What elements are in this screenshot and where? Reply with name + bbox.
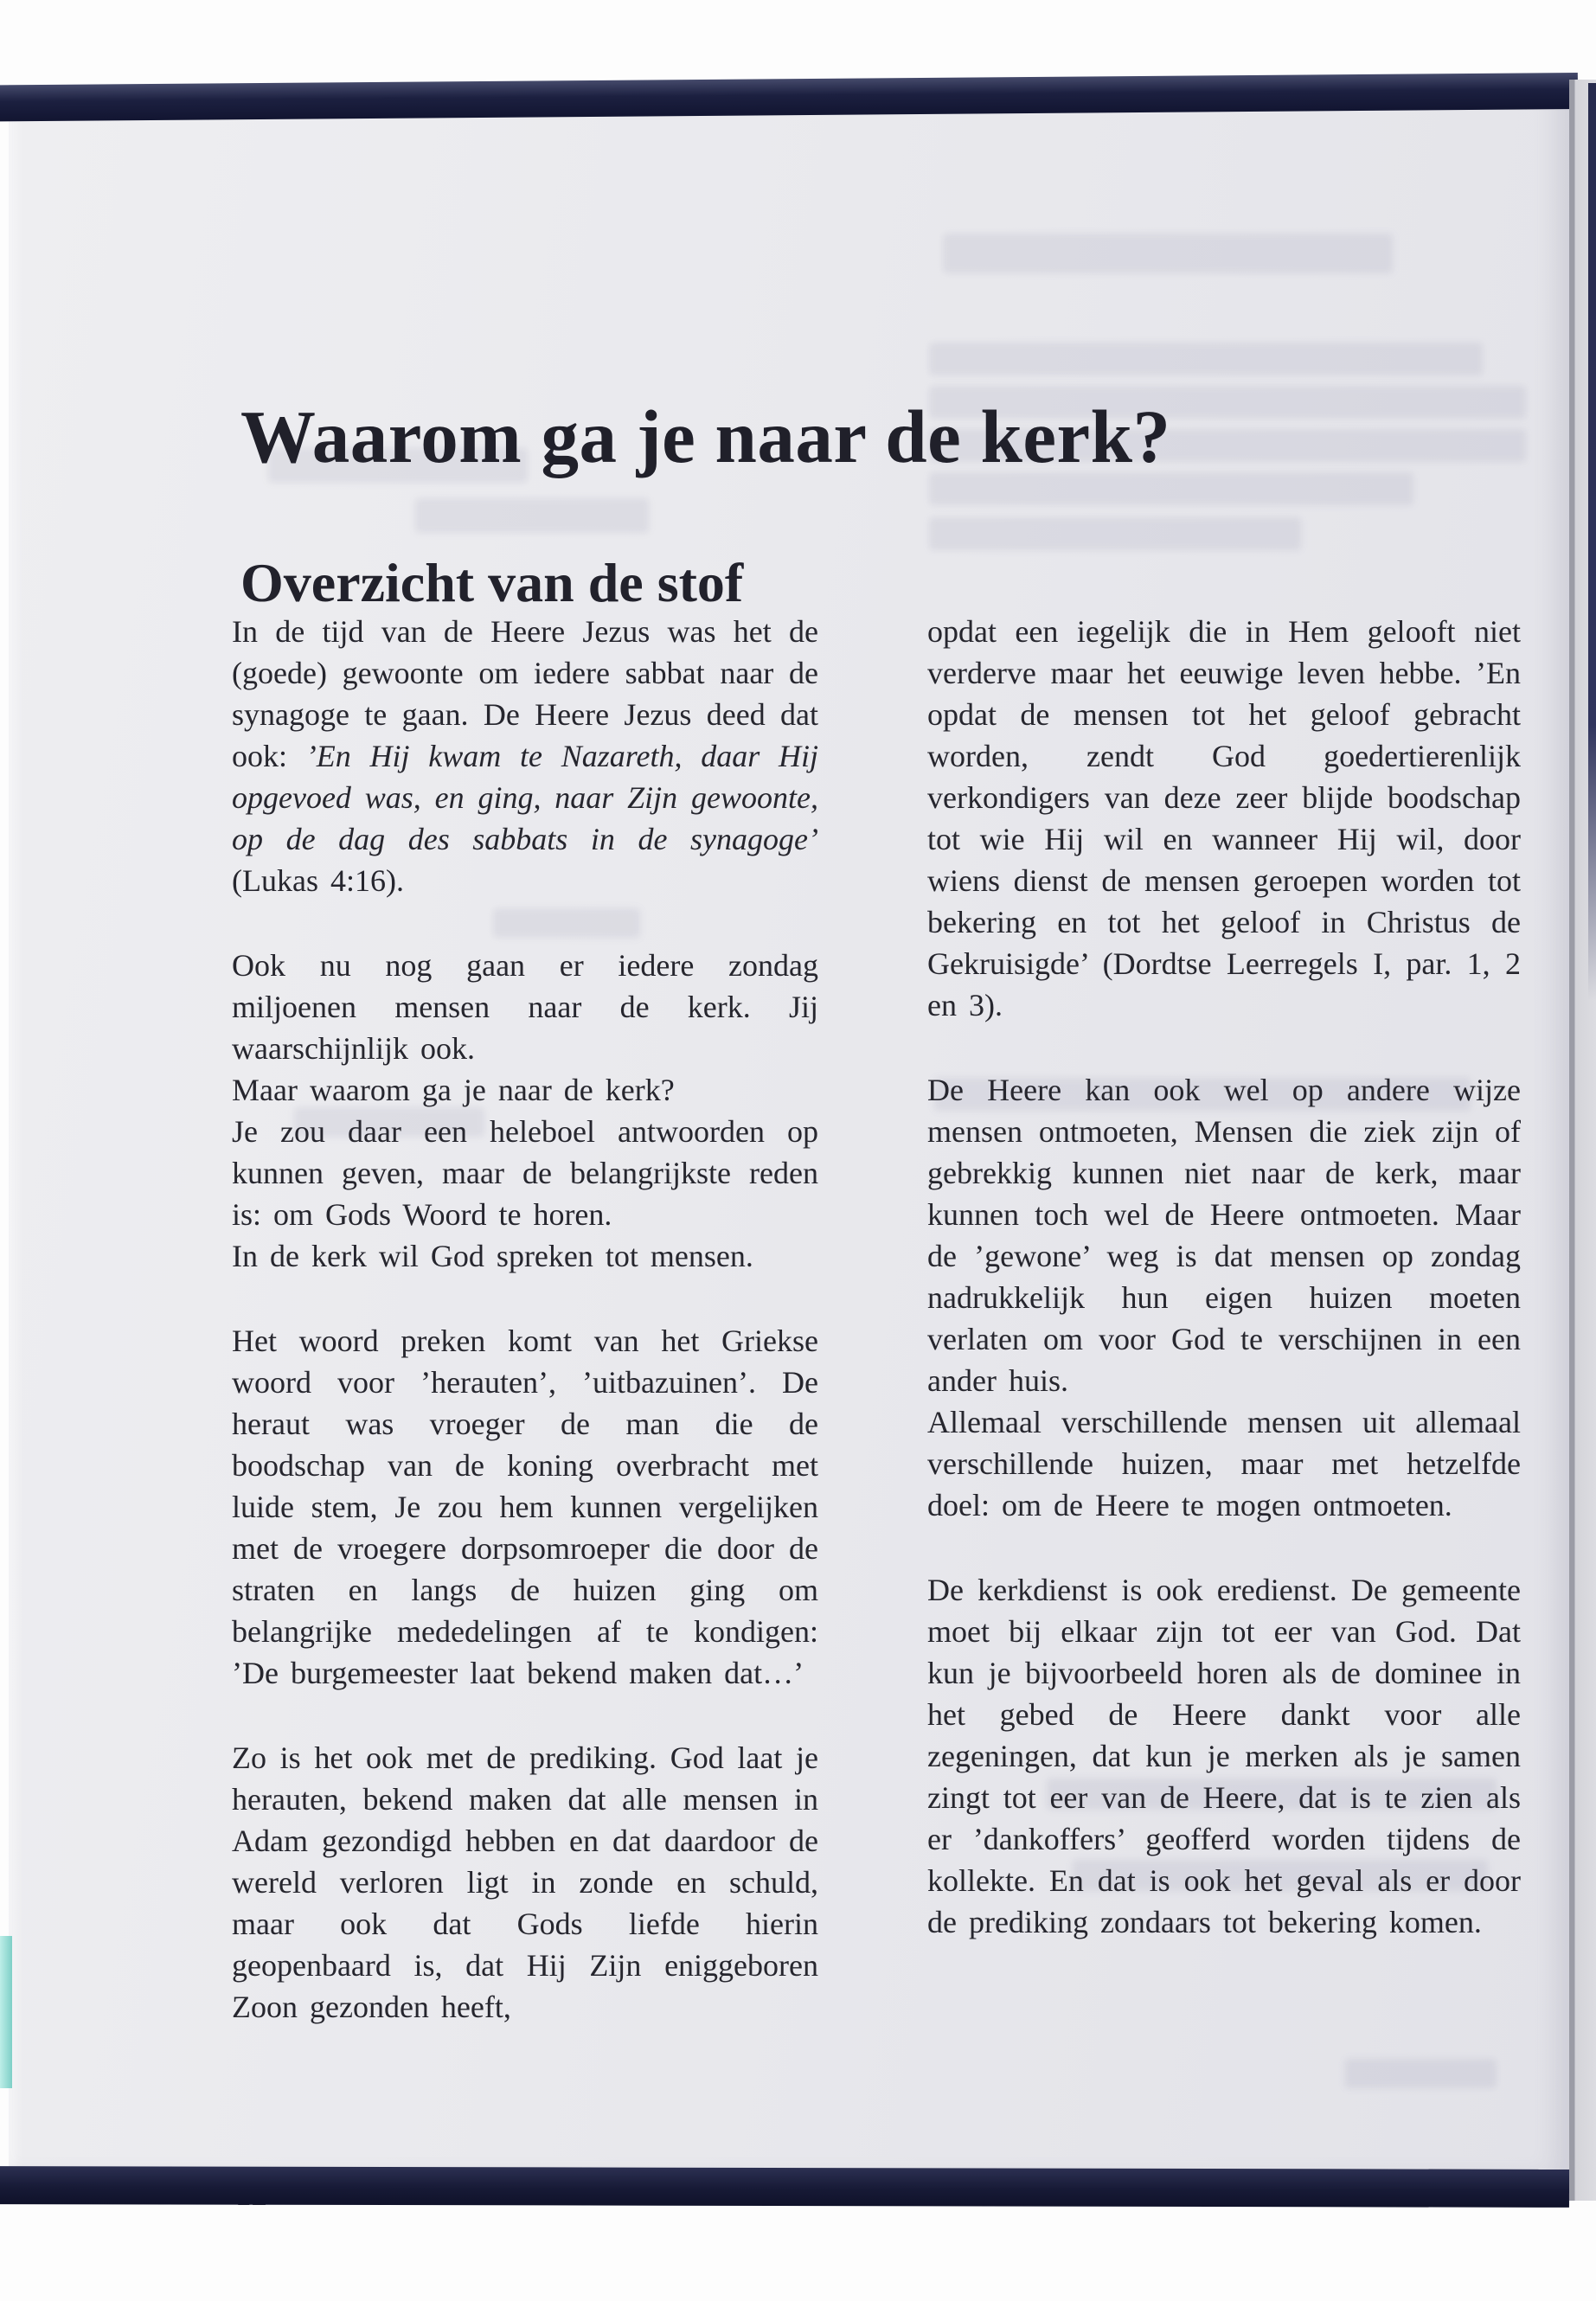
body-text: opdat een iegelijk die in Hem gelooft niet verderve maar het eeuwige leven hebbe. ’En opdat de mensen tot het geloof gebracht worden, zendt God goedertierenlijk verkondigers van deze zeer blijde boodschap tot wie Hij wil en wanneer Hij wil, door wiens dienst de mensen geroepen worden tot bekering en tot het geloof in Christus de Gekruisigde’ (Dordtse Leerregels I, par. 1, 2 en 3). (927, 614, 1521, 1022)
section-heading: Overzicht van de stof (240, 552, 744, 614)
body-text: Het woord preken komt van het Griekse woord voor ’herauten’, ’uitbazuinen’. De heraut was vroeger de man die de boodschap van de koning overbracht met luide stem, Je zou hem kunnen vergelijken met de vroegere dorpsomroeper die door de straten en langs de huizen ging om belangrijke mededelingen af te kondigen: ’De burgemeester laat bekend maken dat…’ (232, 1324, 818, 1690)
paragraph (232, 1320, 818, 1694)
book-cover-right-edge (1588, 83, 1596, 1000)
paragraph (232, 1235, 818, 1277)
paragraph (232, 1111, 818, 1235)
body-text: Zo is het ook met de prediking. God laat je herauten, bekend maken dat alle mensen in Adam gezondigd hebben en dat daardoor de wereld verloren ligt in zonde en schuld, maar ook dat Gods liefde hierin geopenbaard is, dat Hij Zijn eniggeboren Zoon gezonden heeft, (232, 1740, 818, 2024)
body-text: Maar waarom ga je naar de kerk? (232, 1073, 675, 1107)
paragraph (927, 1569, 1521, 1943)
body-text: De kerkdienst is ook eredienst. De gemeente moet bij elkaar zijn tot eer van God. Dat kun je bijvoorbeeld horen als de dominee in het gebed de Heere dankt voor alle zegeningen, dat kun je merken als je samen zingt tot eer van de Heere, dat is te zien als er ’dankoffers’ geofferd worden tijdens de kollekte. En dat is ook het geval als er door de prediking zondaars tot bekering komen. (927, 1573, 1521, 1939)
right-column (927, 611, 1521, 1943)
paragraph (232, 1737, 818, 2028)
bleed-through-smudge (1345, 2059, 1497, 2088)
paragraph (927, 1401, 1521, 1526)
page-title: Waarom ga je naar de kerk? (240, 394, 1171, 479)
body-text: Ook nu nog gaan er iedere zondag miljoenen mensen naar de kerk. Jij waarschijnlijk ook. (232, 948, 818, 1066)
bleed-through-smudge (415, 498, 649, 533)
body-text: In de kerk wil God spreken tot mensen. (232, 1239, 753, 1273)
bleed-through-smudge (929, 517, 1301, 550)
bookmark-ribbon (0, 1936, 12, 2088)
book-page (9, 85, 1569, 2178)
left-column (232, 611, 818, 2028)
body-text: In de tijd van de Heere Jezus was het de (goede) gewoonte om iedere sabbat naar de synagoge te gaan. De Heere Jezus deed dat ook: (232, 614, 818, 773)
paragraph (232, 611, 818, 901)
body-text: De Heere kan ook wel op andere wijze mensen ontmoeten, Mensen die ziek zijn of gebrekkig kunnen niet naar de kerk, maar kunnen toch wel de Heere ontmoeten. Maar de ’gewone’ weg is dat mensen op zondag nadrukkelijk hun eigen huizen moeten verlaten om voor God te verschijnen in een ander huis. (927, 1073, 1521, 1398)
paragraph (927, 1069, 1521, 1401)
paragraph (232, 1069, 818, 1111)
paragraph (927, 611, 1521, 1026)
paragraph (232, 945, 818, 1069)
scripture-quote-text: ’En Hij kwam te Nazareth, daar Hij opgevoed was, en ging, naar Zijn gewoonte, op de dag des sabbats in de synagoge’ (232, 739, 818, 856)
body-text: Allemaal verschillende mensen uit allemaal verschillende huizen, maar met hetzelfde doel: om de Heere te mogen ontmoeten. (927, 1405, 1521, 1522)
body-text: Je zou daar een heleboel antwoorden op kunnen geven, maar de belangrijkste reden is: om Gods Woord te horen. (232, 1114, 818, 1232)
bleed-through-smudge (929, 343, 1483, 375)
body-text: (Lukas 4:16). (232, 863, 404, 898)
bleed-through-smudge (943, 234, 1393, 273)
book-cover-bottom-edge (0, 2166, 1569, 2208)
